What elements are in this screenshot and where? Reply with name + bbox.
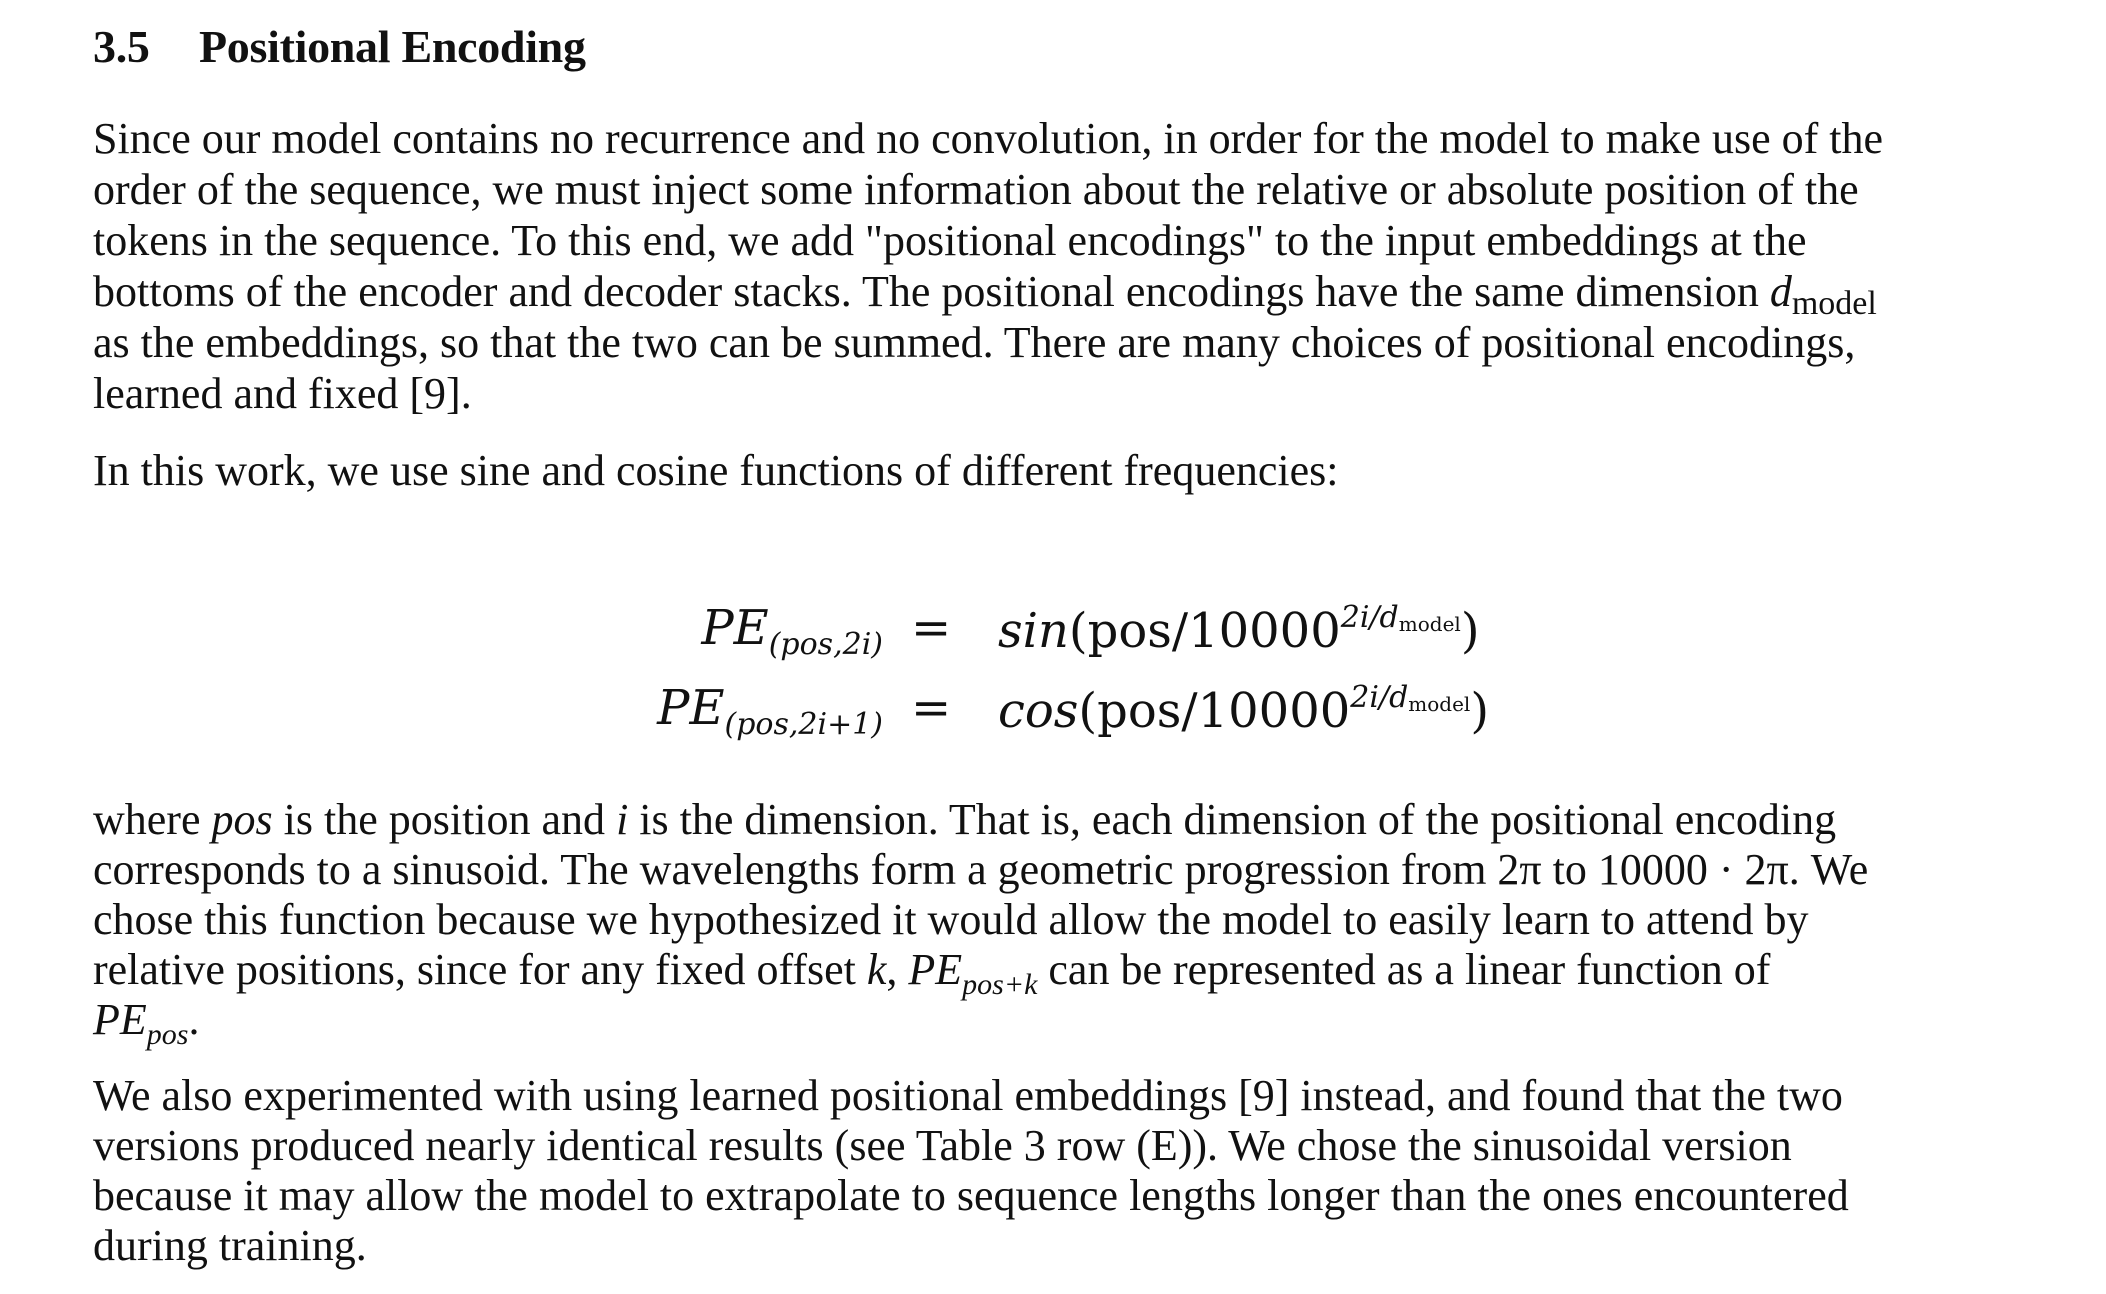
text-line: learned and fixed [9]. (93, 369, 472, 418)
equation-lhs: $PE_{(pos,2i)}$ (701, 600, 883, 662)
equation-cos (93, 680, 2023, 740)
paragraph-functions-intro: In this work, we use sine and cosine functions of different frequencies: (93, 446, 1339, 495)
math-pe-pos-k: $PE_{pos+k}$ (908, 945, 1038, 1001)
text-line: Since our model contains no recurrence and no convolution, in order for the model to make use of the (93, 114, 1884, 163)
text-line: because it may allow the model to extrapolate to sequence lengths longer than the ones encountered (93, 1171, 1849, 1220)
equals-sign: = (911, 600, 952, 656)
text-line: versions produced nearly identical results (see Table 3 row (E)). We chose the sinusoidal version (93, 1121, 1792, 1170)
text-line: relative positions, since for any fixed offset k, $PE_{pos+k}$ can be represented as a linear function of (93, 945, 1771, 1001)
section-number: 3.5 (93, 21, 150, 72)
equals-sign: = (911, 680, 952, 736)
text-line: chose this function because we hypothesized it would allow the model to easily learn to attend by (93, 895, 1809, 944)
math-pe-pos: $PE_{pos}$ (93, 995, 189, 1051)
text-line: corresponds to a sinusoid. The wavelengths form a geometric progression from 2π to 10000 · 2π. We (93, 845, 1869, 894)
equation-rhs: $\sin(pos/10000^{2i/dmodel})$ (998, 600, 1480, 659)
text-line: order of the sequence, we must inject some information about the relative or absolute position of the (93, 165, 1859, 214)
text-line: where pos is the position and i is the dimension. That is, each dimension of the positional encoding (93, 795, 1837, 844)
text-line: during training. (93, 1221, 367, 1270)
section-heading (93, 20, 586, 73)
section-title: Positional Encoding (199, 21, 586, 72)
text-line: We also experimented with using learned positional embeddings [9] instead, and found that the two (93, 1071, 1843, 1120)
equation-lhs: $PE_{(pos,2i+1)}$ (657, 680, 883, 742)
text-line: tokens in the sequence. To this end, we add "positional encodings" to the input embeddings at the (93, 216, 1807, 265)
equation-sin (93, 600, 2023, 660)
text-line: as the embeddings, so that the two can be summed. There are many choices of positional encodings, (93, 318, 1856, 367)
text-line: $PE_{pos}$. (93, 995, 200, 1051)
equation-rhs: $\cos(pos/10000^{2i/dmodel})$ (998, 680, 1490, 739)
text-span: bottoms of the encoder and decoder stacks. The positional encodings have the same dimension (93, 267, 1759, 316)
math-d-model: dmodel (1769, 267, 1877, 322)
